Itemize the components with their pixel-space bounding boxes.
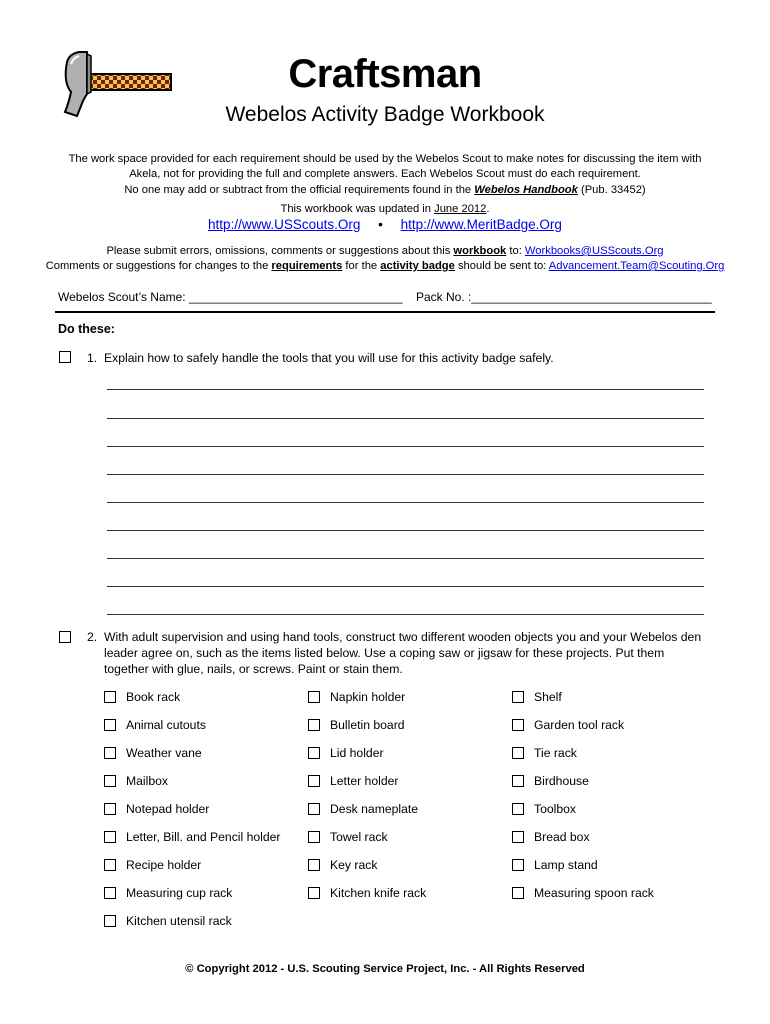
submit-line-workbook [0,244,770,259]
pack-number-label: Pack No. : [416,290,472,304]
scout-name-label: Webelos Scout’s Name: [58,290,189,304]
requirement-2-checkbox[interactable] [59,631,71,643]
option-checkbox[interactable] [104,719,116,731]
submit-line-requirements [0,259,770,274]
updated-period: . [486,203,490,215]
section-heading: Do these: [58,322,115,336]
option-label: Letter holder [330,774,399,788]
pub-number: (Pub. 33452) [577,184,646,196]
option-label: Key rack [330,858,378,872]
option-label: Lid holder [330,746,384,760]
answer-line[interactable] [107,586,704,587]
advancement-email-link[interactable]: Advancement.Team@Scouting.Org [548,260,725,272]
submit-to: to: [506,245,525,257]
option-checkbox[interactable] [512,747,524,759]
intro-paragraph: The work space provided for each requirement should be used by the Webelos Scout to make notes for discussing the item with Akela, not for providing the full and complete answers. Each Webelos Scout must do each requirement. [68,153,702,180]
answer-line[interactable] [107,530,704,531]
website-links [0,217,770,232]
option-label: Book rack [126,690,181,704]
option-checkbox[interactable] [512,719,524,731]
link-separator: • [378,217,383,232]
option-label: Garden tool rack [534,718,625,732]
requirement-1-text: Explain how to safely handle the tools that you will use for this activity badge safely. [104,351,554,365]
option-checkbox[interactable] [512,775,524,787]
option-checkbox[interactable] [512,831,524,843]
sent-to-text: should be sent to: [454,260,549,272]
option-checkbox[interactable] [308,803,320,815]
option-label: Mailbox [126,774,168,788]
answer-line[interactable] [107,558,704,559]
requirement-1-checkbox[interactable] [59,351,71,363]
option-label: Desk nameplate [330,802,419,816]
option-label: Shelf [534,690,562,704]
page-subtitle: Webelos Activity Badge Workbook [225,103,545,126]
updated-text: This workbook was updated in [280,203,435,215]
option-label: Bread box [534,830,590,844]
option-checkbox[interactable] [308,887,320,899]
workbooks-email-link[interactable]: Workbooks@USScouts.Org [524,245,664,257]
option-label: Napkin holder [330,690,406,704]
requirements-word: requirements [271,260,343,272]
option-checkbox[interactable] [308,859,320,871]
pack-number-blank[interactable]: ____________________________________ [471,290,712,304]
scout-name-blank[interactable]: ________________________________ [188,290,403,304]
option-label: Bulletin board [330,718,405,732]
updated-date: June 2012 [434,203,487,215]
option-checkbox[interactable] [308,719,320,731]
meritbadge-link[interactable]: http://www.MeritBadge.Org [400,217,562,232]
option-checkbox[interactable] [512,887,524,899]
option-label: Notepad holder [126,802,210,816]
submission-info [0,244,770,274]
section-divider [55,311,715,313]
option-checkbox[interactable] [104,887,116,899]
submit-text: Please submit errors, omissions, comments or suggestions about this [106,245,454,257]
for-the-text: for the [342,260,381,272]
option-checkbox[interactable] [308,691,320,703]
option-checkbox[interactable] [104,691,116,703]
usscouts-link[interactable]: http://www.USScouts.Org [208,217,361,232]
option-checkbox[interactable] [308,747,320,759]
activity-badge-word: activity badge [380,260,455,272]
updated-note [0,203,770,215]
option-checkbox[interactable] [308,775,320,787]
option-label: Toolbox [534,802,577,816]
option-label: Letter, Bill. and Pencil holder [126,830,281,844]
official-note-text: No one may add or subtract from the official requirements found in the [124,184,475,196]
page-title: Craftsman [288,52,482,96]
answer-line[interactable] [107,614,704,615]
requirement-2-number: 2. [87,630,98,644]
answer-line[interactable] [107,389,704,390]
option-checkbox[interactable] [104,747,116,759]
handbook-title: Webelos Handbook [474,184,578,196]
answer-line[interactable] [107,474,704,475]
answer-line[interactable] [107,418,704,419]
option-label: Recipe holder [126,858,202,872]
option-label: Measuring cup rack [126,886,233,900]
official-requirements-note [0,184,770,196]
option-checkbox[interactable] [512,691,524,703]
option-checkbox[interactable] [308,831,320,843]
option-label: Birdhouse [534,774,589,788]
option-checkbox[interactable] [104,775,116,787]
option-checkbox[interactable] [104,859,116,871]
requirement-2-text: With adult supervision and using hand tools, construct two different wooden objects you and your Webelos den leader agree on, such as the items listed below. Use a coping saw or jigsaw for these projects. Put them together with glue, nails, or screws. Paint or stain them. [104,630,702,676]
option-checkbox[interactable] [104,915,116,927]
option-label: Animal cutouts [126,718,206,732]
option-checkbox[interactable] [512,803,524,815]
answer-line[interactable] [107,502,704,503]
comments-text: Comments or suggestions for changes to the [45,260,272,272]
pack-number-field[interactable] [416,290,712,304]
option-label: Lamp stand [534,858,598,872]
option-label: Kitchen knife rack [330,886,427,900]
option-checkbox[interactable] [512,859,524,871]
copyright-footer: © Copyright 2012 - U.S. Scouting Service Project, Inc. - All Rights Reserved [185,963,585,975]
option-checkbox[interactable] [104,803,116,815]
option-label: Kitchen utensil rack [126,914,232,928]
requirement-1-number: 1. [87,351,98,365]
option-label: Measuring spoon rack [534,886,654,900]
option-checkbox[interactable] [104,831,116,843]
answer-line[interactable] [107,446,704,447]
option-label: Tie rack [534,746,577,760]
scout-name-field[interactable] [58,290,403,304]
option-label: Towel rack [330,830,388,844]
option-label: Weather vane [126,746,202,760]
workbook-word: workbook [453,245,507,257]
